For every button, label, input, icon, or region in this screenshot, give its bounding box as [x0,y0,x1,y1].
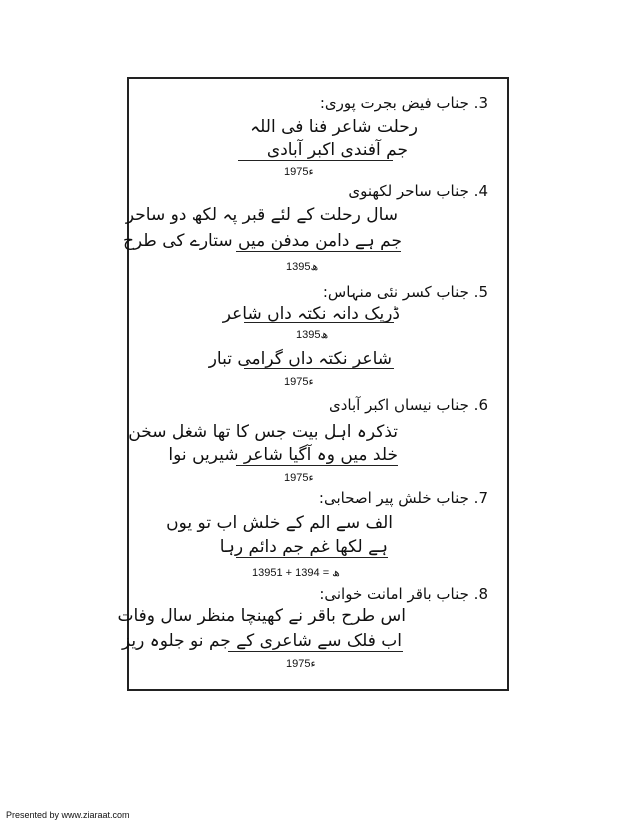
entry-3-rule [238,160,393,161]
entry-4-line-2: جم ہے دامن مدفن میں ستارے کی طرح [122,231,402,251]
entry-3-year: ء1975 [284,166,314,178]
entry-8-rule [228,651,403,652]
entry-8-line-1: اس طرح باقر نے کھینچا منظر سال وفات [117,606,406,626]
entry-7-heading: 7. جناب خلش پیر اصحابی: [318,489,488,507]
entry-8-year: ء1975 [286,658,316,670]
entry-7-year: 1395ھ = 1394 + 1 [252,567,340,579]
entry-5-line-1: ڈریک دانہ نکتہ داں شاعر [222,304,400,324]
entry-4-rule [236,251,401,252]
entry-5-year-2: ء1975 [284,376,314,388]
entry-7-rule [236,557,388,558]
entry-5-year-1: 1395ھ [296,329,329,341]
entry-7-line-2: ہے لکھا غم جم دائم رہا [219,537,388,557]
entry-6-line-2: خلد میں وہ آگیا شاعر شیریں نوا [168,445,398,465]
entry-8-line-2: اب فلک سے شاعری کے جم نو جلوہ ریز [122,631,402,651]
entry-6-heading: 6. جناب نیساں اکبر آبادی [329,396,488,414]
entry-3-line-1: رحلت شاعر فنا فی اللہ [250,117,418,137]
entry-8-heading: 8. جناب باقر امانت خوانی: [319,585,488,603]
footer-credit: Presented by www.ziaraat.com [6,810,130,820]
entry-3-line-2: جم آفندی اکبر آبادی [266,140,408,160]
entry-6-line-1: تذکرہ اہل بیت جس کا تھا شغل سخن [128,422,398,442]
entry-5-line-2: شاعر نکتہ داں گرامی تبار [208,349,392,369]
entry-6-rule [236,465,398,466]
entry-7-line-1: الف سے الم کے خلش اب تو یوں [166,513,393,533]
entry-4-heading: 4. جناب ساحر لکھنوی [348,182,488,200]
entry-4-year: 1395ھ [286,261,319,273]
entry-5-rule-1 [244,322,394,323]
entry-3-heading: 3. جناب فیض بجرت پوری: [319,94,488,112]
entry-4-line-1: سال رحلت کے لئے قبر پہ لکھ دو ساحر [125,205,398,225]
entry-5-heading: 5. جناب کسر نئی منہاس: [322,283,488,301]
entry-6-year: ء1975 [284,472,314,484]
entry-5-rule-2 [244,368,394,369]
